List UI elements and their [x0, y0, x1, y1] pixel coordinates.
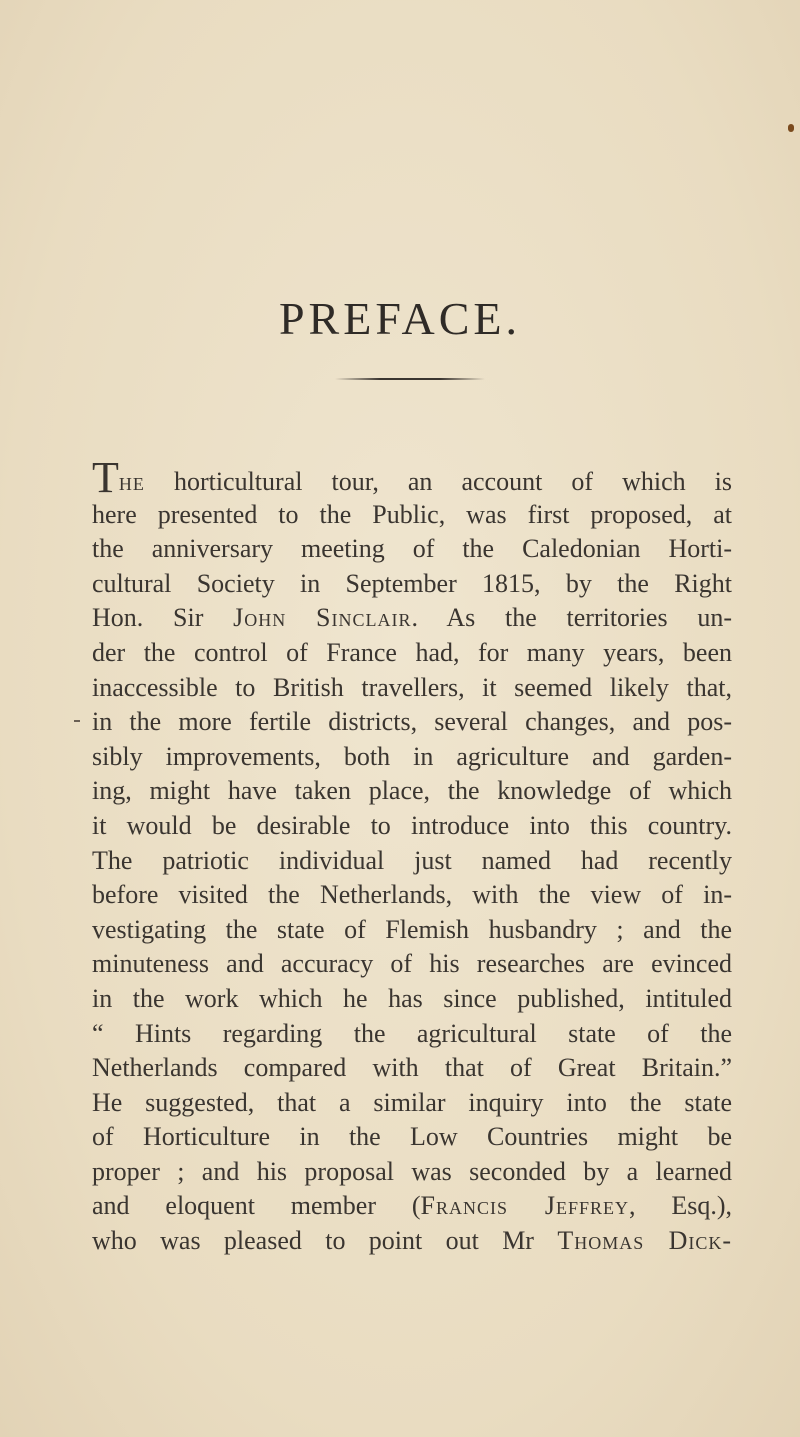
margin-mark — [74, 720, 80, 722]
text-line: sibly improvements, both in agriculture and garden- — [92, 741, 732, 771]
text-line: here presented to the Public, was first proposed, at — [92, 499, 732, 529]
paper-speck — [788, 124, 794, 132]
text-line: Netherlands compared with that of Great Britain.” — [92, 1053, 732, 1083]
text-line: Hon. Sir John Sinclair. As the territories un- — [92, 603, 733, 633]
text-line: cultural Society in September 1815, by the Right — [92, 568, 732, 598]
text-line: in the work which he has since published, intituled — [92, 983, 732, 1013]
text-line: inaccessible to British travellers, it seemed likely that, — [92, 672, 732, 702]
text-line: ing, might have taken place, the knowledge of which — [92, 776, 732, 806]
text-line: of Horticulture in the Low Countries might be — [92, 1122, 732, 1152]
page-title: PREFACE. — [278, 293, 522, 344]
text-line: minuteness and accuracy of his researches are evinced — [92, 949, 732, 979]
text-line: it would be desirable to introduce into this country. — [92, 810, 732, 840]
body-text — [92, 453, 733, 1259]
person-name: Thomas Dick- — [557, 1226, 733, 1256]
title-rule — [335, 378, 485, 380]
text-line: before visited the Netherlands, with the view of in- — [92, 880, 732, 910]
text-line: in the more fertile districts, several changes, and pos- — [92, 707, 732, 737]
drop-cap: T — [92, 453, 119, 502]
text-line: who was pleased to point out Mr Thomas Dick- — [92, 1226, 733, 1256]
person-name: John — [233, 603, 287, 633]
text-line: “ Hints regarding the agricultural state of the — [92, 1018, 732, 1048]
text-line: The horticultural tour, an account of which is — [92, 453, 732, 502]
text-line: The patriotic individual just named had recently — [92, 845, 732, 875]
person-name: Sinclair — [316, 603, 412, 633]
text-line: proper ; and his proposal was seconded by a learned — [92, 1156, 732, 1186]
person-name: Francis Jeffrey — [420, 1191, 629, 1221]
text-line: vestigating the state of Flemish husbandry ; and the — [92, 914, 732, 944]
text-line: the anniversary meeting of the Caledonian Horti- — [92, 534, 732, 564]
text-line: der the control of France had, for many years, been — [92, 637, 732, 667]
text-line: He suggested, that a similar inquiry into the state — [92, 1087, 732, 1117]
text-line: and eloquent member (Francis Jeffrey, Esq.), — [92, 1191, 732, 1221]
